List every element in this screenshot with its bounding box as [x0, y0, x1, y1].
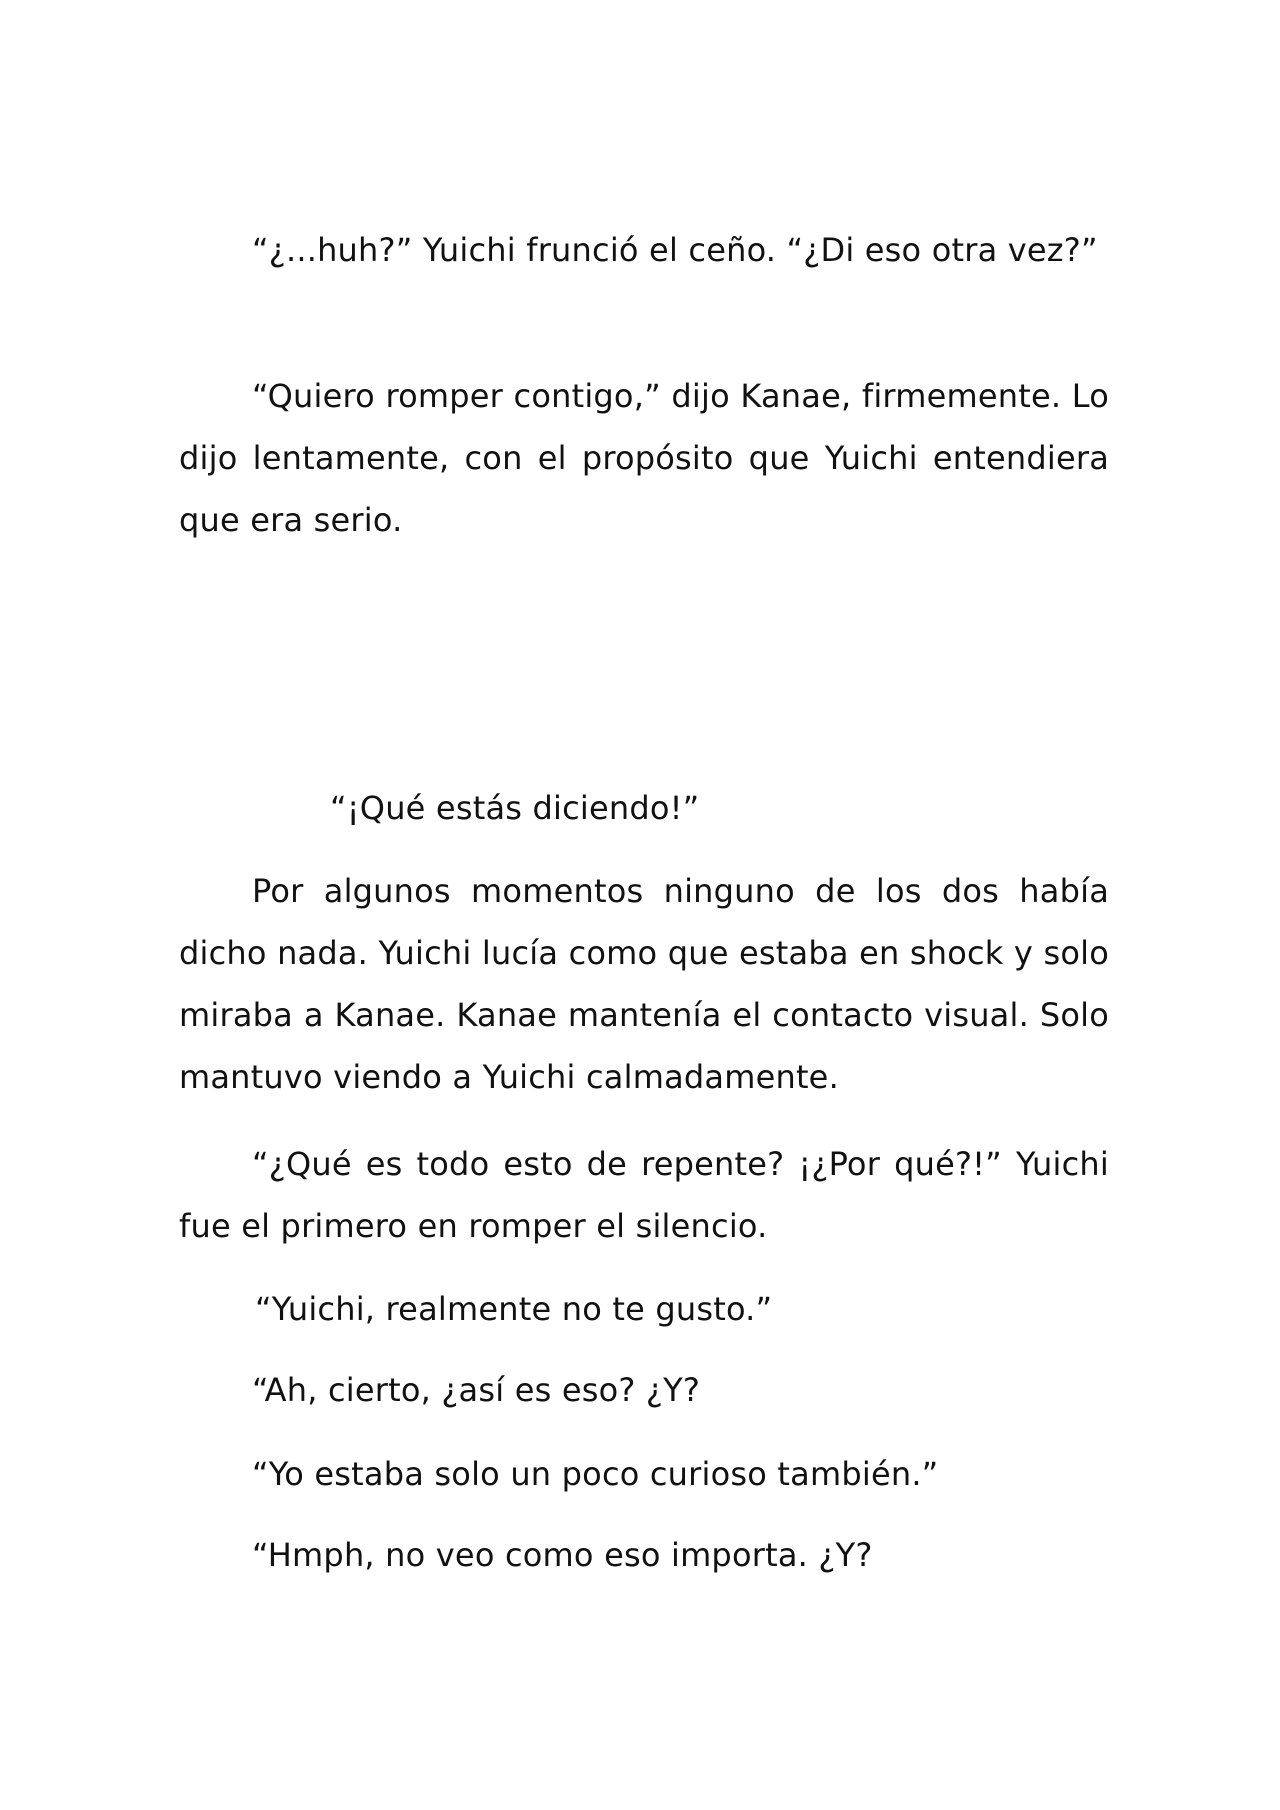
- paragraph-2: “Quiero romper contigo,” dijo Kanae, firmemente. Lo dijo lentamente, con el propósito que Yuichi entendiera que era serio.: [179, 377, 1109, 539]
- paragraph-8: “Yo estaba solo un poco curioso también.”: [252, 1455, 939, 1493]
- paragraph-5: “¿Qué es todo esto de repente? ¡¿Por qué?!” Yuichi fue el primero en romper el silencio.: [179, 1145, 1109, 1245]
- paragraph-6: “Yuichi, realmente no te gusto.”: [255, 1290, 773, 1328]
- paragraph-4: Por algunos momentos ninguno de los dos había dicho nada. Yuichi lucía como que estaba en shock y solo miraba a Kanae. Kanae mantenía el contacto visual. Solo mantuvo viendo a Yuichi calmadamente.: [179, 872, 1109, 1096]
- paragraph-3: “¡Qué estás diciendo!”: [330, 789, 700, 827]
- paragraph-7: “Ah, cierto, ¿así es eso? ¿Y?: [252, 1371, 701, 1409]
- paragraph-1: “¿...huh?” Yuichi frunció el ceño. “¿Di eso otra vez?”: [252, 231, 1098, 269]
- paragraph-9: “Hmph, no veo como eso importa. ¿Y?: [252, 1536, 873, 1574]
